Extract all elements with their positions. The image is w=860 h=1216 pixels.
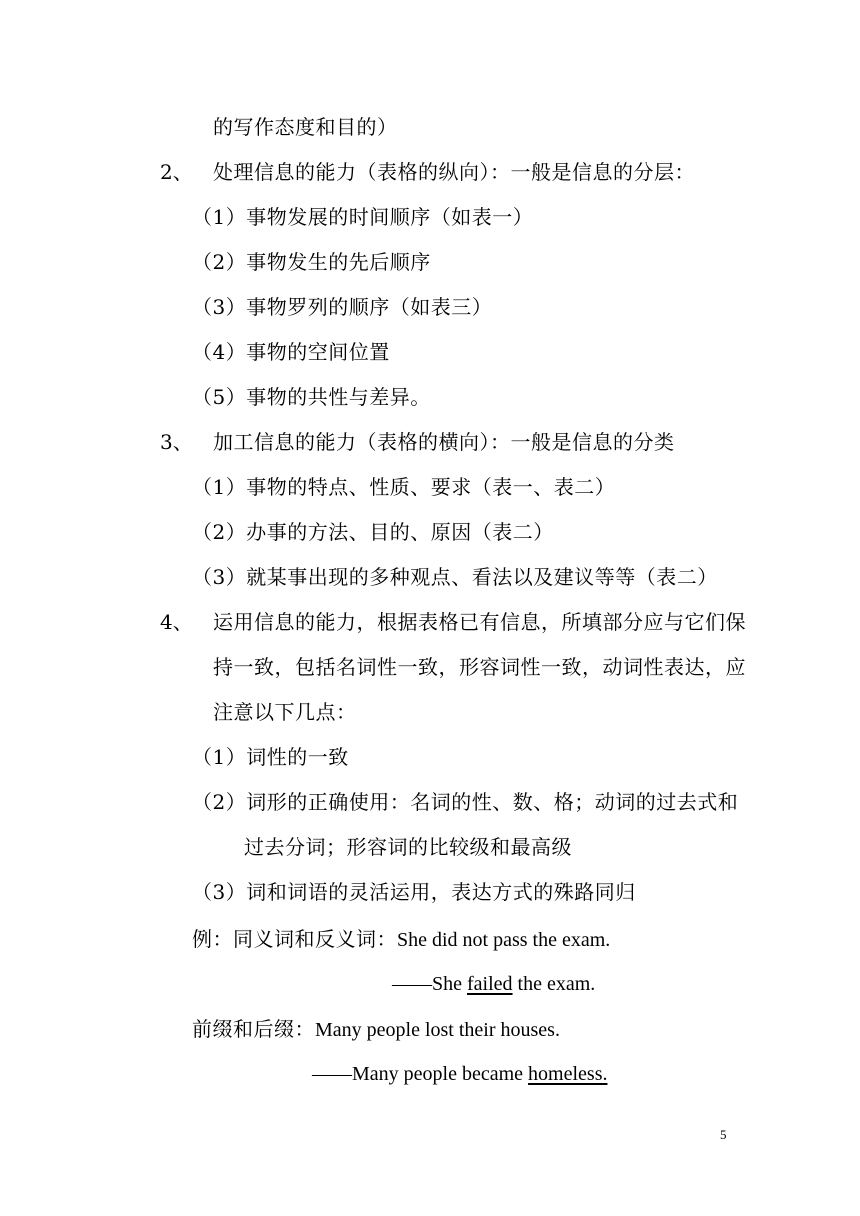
- example-rest: the exam.: [512, 973, 596, 995]
- example-label: 前缀和后缀：: [192, 1017, 315, 1041]
- underlined-word: failed: [467, 973, 513, 995]
- underlined-word: homeless.: [528, 1063, 608, 1085]
- list-item: （1）词性的一致: [192, 745, 349, 769]
- section-number-3: 3、: [160, 430, 193, 454]
- example-affix: [192, 1016, 560, 1043]
- list-item: （3）就某事出现的多种观点、看法以及建议等等（表二）: [192, 565, 718, 589]
- list-item: （2）词形的正确使用：名词的性、数、格；动词的过去式和: [192, 790, 739, 814]
- list-item: （2）事物发生的先后顺序: [192, 250, 431, 274]
- list-item: （3）词和词语的灵活运用，表达方式的殊路同归: [192, 880, 636, 904]
- example-rewrite: [312, 1061, 607, 1087]
- list-item: （4）事物的空间位置: [192, 340, 390, 364]
- example-label: 例：同义词和反义词：: [192, 927, 397, 951]
- section-heading-4-line-1: 运用信息的能力，根据表格已有信息，所填部分应与它们保: [213, 610, 746, 634]
- list-item: （5）事物的共性与差异。: [192, 385, 431, 409]
- continued-line: 的写作态度和目的）: [213, 115, 398, 139]
- example-sentence: Many people lost their houses.: [315, 1019, 560, 1041]
- section-number-2: 2、: [160, 160, 193, 184]
- list-item-continued: 过去分词；形容词的比较级和最高级: [244, 835, 572, 859]
- example-sentence: She did not pass the exam.: [397, 929, 611, 951]
- list-item: （3）事物罗列的顺序（如表三）: [192, 295, 493, 319]
- list-item: （1）事物发展的时间顺序（如表一）: [192, 205, 534, 229]
- list-item: （2）办事的方法、目的、原因（表二）: [192, 520, 554, 544]
- example-synonym: [192, 926, 610, 953]
- list-item: （1）事物的特点、性质、要求（表一、表二）: [192, 475, 616, 499]
- section-number-4: 4、: [160, 610, 193, 634]
- section-heading-2: 处理信息的能力（表格的纵向）：一般是信息的分层：: [213, 160, 695, 184]
- example-dash: ——She: [392, 973, 467, 995]
- section-heading-4-line-3: 注意以下几点：: [213, 700, 357, 724]
- example-dash: ——Many people became: [312, 1063, 529, 1085]
- page-number: 5: [720, 1127, 727, 1142]
- example-rewrite: [392, 971, 595, 997]
- section-heading-4-line-2: 持一致，包括名词性一致，形容词性一致，动词性表达，应: [213, 655, 746, 679]
- section-heading-3: 加工信息的能力（表格的横向）：一般是信息的分类: [213, 430, 675, 454]
